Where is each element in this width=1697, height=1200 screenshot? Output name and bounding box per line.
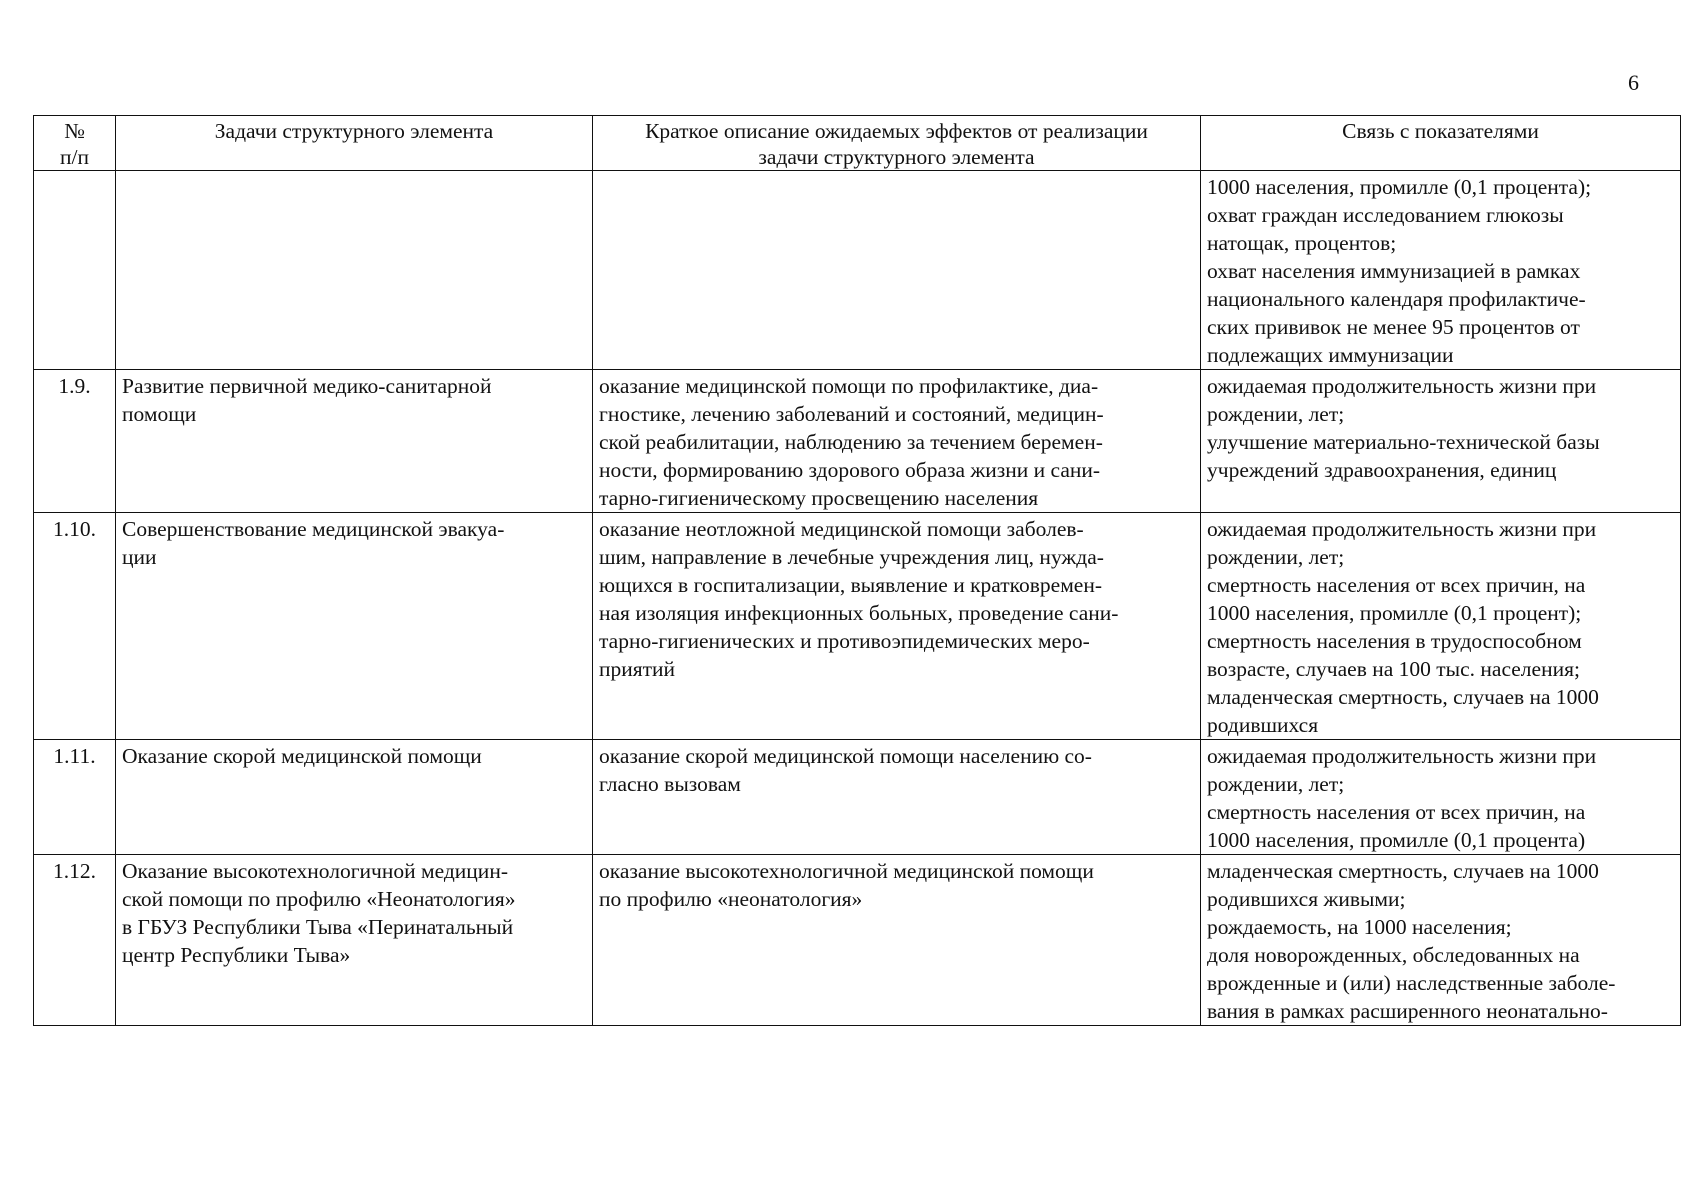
- header-num: № п/п: [34, 116, 116, 171]
- task-line: Оказание высокотехнологичной медицин-: [122, 859, 508, 883]
- cell-effects: [593, 855, 1201, 1026]
- indicators-line: младенческая смертность, случаев на 1000: [1207, 685, 1599, 709]
- cell-task: [116, 513, 593, 740]
- page-number: 6: [1628, 70, 1639, 95]
- row-number: 1.11.: [34, 740, 116, 855]
- cell-task: [116, 740, 593, 855]
- cell-effects: [593, 513, 1201, 740]
- task-line: Совершенствование медицинской эвакуа-: [122, 517, 505, 541]
- indicators-line: врожденные и (или) наследственные заболе-: [1207, 971, 1616, 995]
- effects-line: по профилю «неонатология»: [599, 887, 863, 911]
- table-row: [34, 513, 1681, 740]
- effects-line: оказание медицинской помощи по профилактике, диа-: [599, 374, 1099, 398]
- indicators-line: смертность населения от всех причин, на: [1207, 573, 1586, 597]
- indicators-line: учреждений здравоохранения, единиц: [1207, 458, 1557, 482]
- cell-effects: [593, 171, 1201, 370]
- indicators-line: подлежащих иммунизации: [1207, 343, 1454, 367]
- cell-effects: [593, 740, 1201, 855]
- task-line: помощи: [122, 402, 197, 426]
- table-row: [34, 740, 1681, 855]
- task-line: ской помощи по профилю «Неонатология»: [122, 887, 516, 911]
- cell-indicators: [1201, 740, 1681, 855]
- task-line: центр Республики Тыва»: [122, 943, 351, 967]
- indicators-line: рождении, лет;: [1207, 402, 1345, 426]
- table-row: [34, 855, 1681, 1026]
- effects-line: оказание скорой медицинской помощи населению со-: [599, 744, 1092, 768]
- cell-effects: [593, 370, 1201, 513]
- indicators-line: ожидаемая продолжительность жизни при: [1207, 744, 1597, 768]
- indicators-line: родившихся: [1207, 713, 1319, 737]
- header-effects: Краткое описание ожидаемых эффектов от реализации задачи структурного элемента: [593, 116, 1201, 171]
- row-number: [34, 171, 116, 370]
- cell-indicators: [1201, 855, 1681, 1026]
- effects-line: шим, направление в лечебные учреждения лиц, нужда-: [599, 545, 1104, 569]
- effects-line: ющихся в госпитализации, выявление и кратковремен-: [599, 573, 1103, 597]
- program-table: [33, 115, 1681, 1026]
- task-line: Развитие первичной медико-санитарной: [122, 374, 492, 398]
- header-indicators: Связь с показателями: [1201, 116, 1681, 171]
- indicators-line: ожидаемая продолжительность жизни при: [1207, 517, 1597, 541]
- indicators-line: национального календаря профилактиче-: [1207, 287, 1586, 311]
- cell-task: [116, 171, 593, 370]
- task-line: ции: [122, 545, 157, 569]
- indicators-line: 1000 населения, промилле (0,1 процента): [1207, 828, 1586, 852]
- effects-line: приятий: [599, 657, 676, 681]
- table-row: [34, 370, 1681, 513]
- effects-line: гласно вызовам: [599, 772, 741, 796]
- effects-line: ской реабилитации, наблюдению за течением беремен-: [599, 430, 1103, 454]
- indicators-line: родившихся живыми;: [1207, 887, 1406, 911]
- effects-line: тарно-гигиеническому просвещению населения: [599, 486, 1039, 510]
- indicators-line: 1000 населения, промилле (0,1 процент);: [1207, 601, 1582, 625]
- indicators-line: возрасте, случаев на 100 тыс. населения;: [1207, 657, 1580, 681]
- cell-task: [116, 370, 593, 513]
- indicators-line: рождаемость, на 1000 населения;: [1207, 915, 1512, 939]
- indicators-line: младенческая смертность, случаев на 1000: [1207, 859, 1599, 883]
- cell-indicators: [1201, 370, 1681, 513]
- task-line: Оказание скорой медицинской помощи: [122, 744, 482, 768]
- cell-task: [116, 855, 593, 1026]
- effects-line: оказание неотложной медицинской помощи заболев-: [599, 517, 1084, 541]
- indicators-line: охват населения иммунизацией в рамках: [1207, 259, 1581, 283]
- indicators-line: охват граждан исследованием глюкозы: [1207, 203, 1564, 227]
- indicators-line: натощак, процентов;: [1207, 231, 1397, 255]
- row-number: 1.12.: [34, 855, 116, 1026]
- effects-line: гностике, лечению заболеваний и состояний, медицин-: [599, 402, 1104, 426]
- effects-line: тарно-гигиенических и противоэпидемических меро-: [599, 629, 1090, 653]
- row-number: 1.10.: [34, 513, 116, 740]
- table-row: [34, 171, 1681, 370]
- effects-line: ности, формированию здорового образа жизни и сани-: [599, 458, 1101, 482]
- indicators-line: смертность населения от всех причин, на: [1207, 800, 1586, 824]
- table-header-row: [34, 116, 1681, 171]
- indicators-line: ских прививок не менее 95 процентов от: [1207, 315, 1580, 339]
- row-number: 1.9.: [34, 370, 116, 513]
- task-line: в ГБУЗ Республики Тыва «Перинатальный: [122, 915, 514, 939]
- indicators-line: смертность населения в трудоспособном: [1207, 629, 1582, 653]
- indicators-line: 1000 населения, промилле (0,1 процента);: [1207, 175, 1592, 199]
- indicators-line: рождении, лет;: [1207, 772, 1345, 796]
- effects-line: ная изоляция инфекционных больных, проведение сани-: [599, 601, 1119, 625]
- cell-indicators: [1201, 513, 1681, 740]
- header-task: Задачи структурного элемента: [116, 116, 593, 171]
- indicators-line: доля новорожденных, обследованных на: [1207, 943, 1580, 967]
- indicators-line: улучшение материально-технической базы: [1207, 430, 1600, 454]
- effects-line: оказание высокотехнологичной медицинской помощи: [599, 859, 1094, 883]
- indicators-line: вания в рамках расширенного неонатально-: [1207, 999, 1608, 1023]
- indicators-line: рождении, лет;: [1207, 545, 1345, 569]
- indicators-line: ожидаемая продолжительность жизни при: [1207, 374, 1597, 398]
- cell-indicators: [1201, 171, 1681, 370]
